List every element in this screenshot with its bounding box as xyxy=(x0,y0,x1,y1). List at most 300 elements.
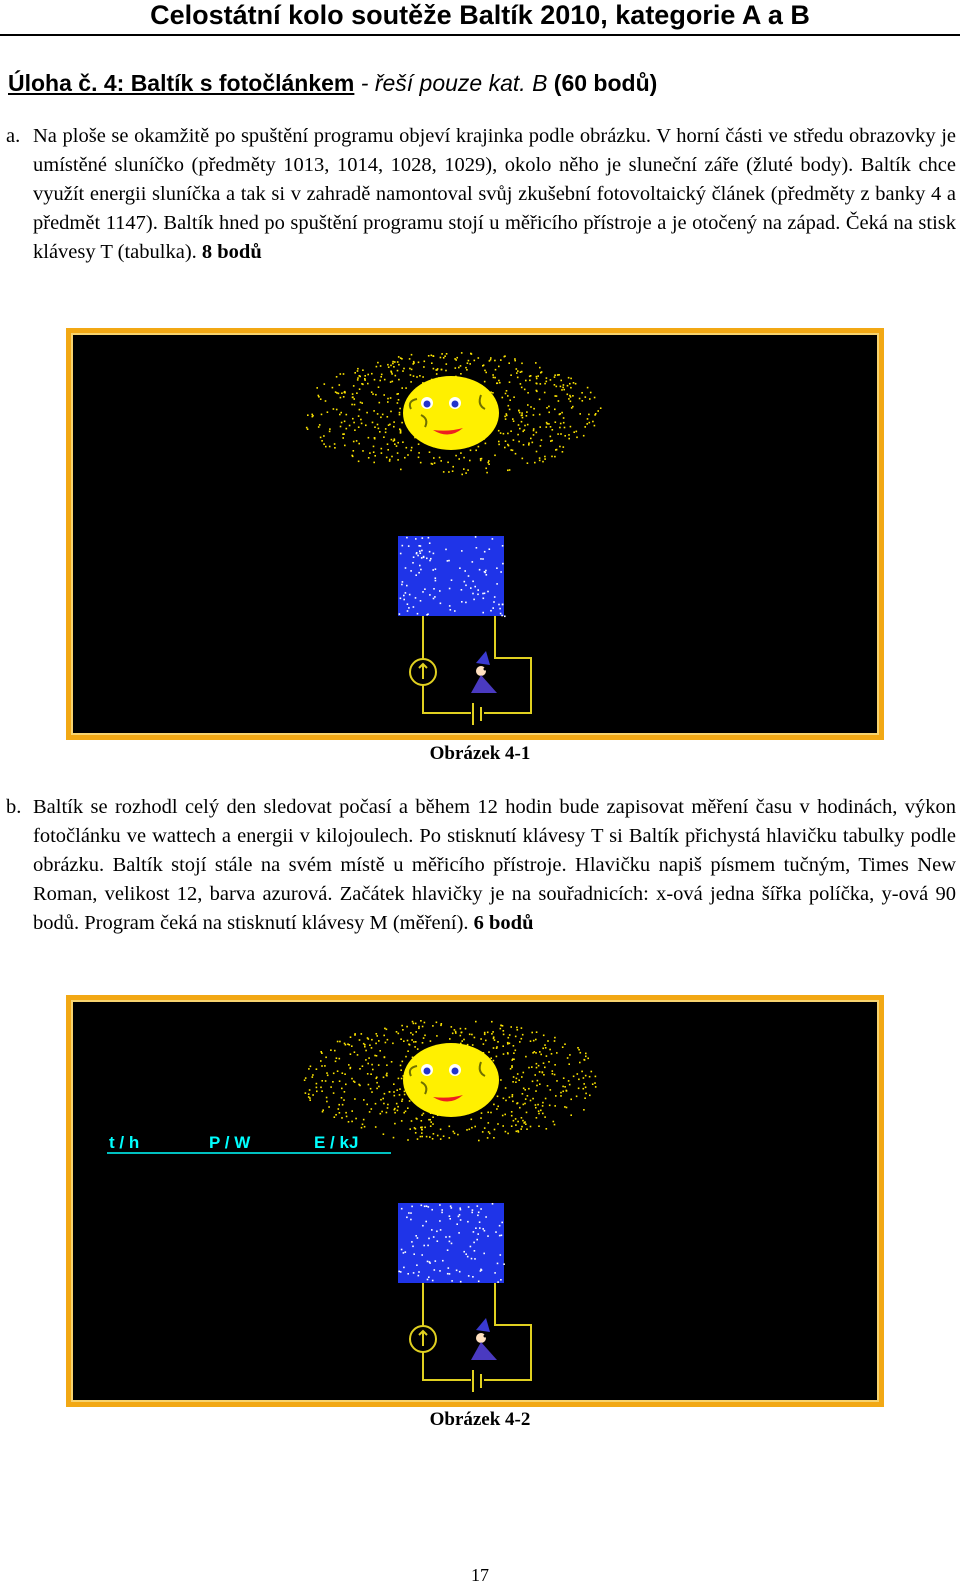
glow-dot xyxy=(404,457,406,459)
glow-dot xyxy=(399,408,401,410)
glow-dot xyxy=(351,1078,353,1080)
glow-dot xyxy=(594,425,596,427)
glow-dot xyxy=(455,1032,457,1034)
glow-dot xyxy=(394,1123,396,1125)
glow-dot xyxy=(421,1254,423,1256)
glow-dot xyxy=(487,591,489,593)
table-header-energy: E / kJ xyxy=(314,1133,359,1152)
glow-dot xyxy=(506,415,508,417)
glow-dot xyxy=(568,1063,570,1065)
glow-dot xyxy=(554,376,556,378)
glow-dot xyxy=(402,1061,404,1063)
glow-dot xyxy=(550,426,552,428)
glow-dot xyxy=(340,426,342,428)
glow-dot xyxy=(512,1101,514,1103)
glow-dot xyxy=(502,1025,504,1027)
glow-dot xyxy=(500,1279,502,1281)
glow-dot xyxy=(465,367,467,369)
glow-dot xyxy=(394,443,396,445)
page-header xyxy=(0,0,960,36)
glow-dot xyxy=(383,394,385,396)
glow-dot xyxy=(414,1127,416,1129)
glow-dot xyxy=(354,1098,356,1100)
glow-dot xyxy=(579,413,581,415)
glow-dot xyxy=(594,1082,596,1084)
glow-dot xyxy=(409,1128,411,1130)
glow-dot xyxy=(570,1114,572,1116)
glow-dot xyxy=(472,1044,474,1046)
glow-dot xyxy=(368,437,370,439)
glow-dot xyxy=(381,1111,383,1113)
glow-dot xyxy=(455,367,457,369)
glow-dot xyxy=(374,438,376,440)
glow-dot xyxy=(446,363,448,365)
glow-dot xyxy=(416,1118,418,1120)
glow-dot xyxy=(546,377,548,379)
glow-dot xyxy=(416,1264,418,1266)
glow-dot xyxy=(369,1044,371,1046)
glow-dot xyxy=(505,1100,507,1102)
glow-dot xyxy=(489,360,491,362)
glow-dot xyxy=(518,441,520,443)
glow-dot xyxy=(471,1119,473,1121)
glow-dot xyxy=(399,613,401,615)
glow-dot xyxy=(432,1123,434,1125)
glow-dot xyxy=(502,604,504,606)
glow-dot xyxy=(356,392,358,394)
glow-dot xyxy=(530,1100,532,1102)
glow-dot xyxy=(372,393,374,395)
glow-dot xyxy=(424,1022,426,1024)
glow-dot xyxy=(437,1240,439,1242)
glow-dot xyxy=(585,1053,587,1055)
glow-dot xyxy=(334,1116,336,1118)
figure-4-2-caption: Obrázek 4-2 xyxy=(429,1409,531,1430)
glow-dot xyxy=(513,1059,515,1061)
table-header-power: P / W xyxy=(209,1133,251,1152)
glow-dot xyxy=(381,452,383,454)
glow-dot xyxy=(465,602,467,604)
glow-dot xyxy=(480,1117,482,1119)
glow-dot xyxy=(547,1085,549,1087)
glow-dot xyxy=(451,1243,453,1245)
glow-dot xyxy=(327,411,329,413)
glow-dot xyxy=(399,414,401,416)
glow-dot xyxy=(515,453,517,455)
glow-dot xyxy=(546,1055,548,1057)
glow-dot xyxy=(572,406,574,408)
glow-dot xyxy=(595,1086,597,1088)
glow-dot xyxy=(394,361,396,363)
glow-dot xyxy=(474,1126,476,1128)
figure-4-2 xyxy=(66,995,884,1407)
glow-dot xyxy=(344,1043,346,1045)
glow-dot xyxy=(557,374,559,376)
header-title: Celostátní kolo soutěže Baltík 2010, kategorie A a B xyxy=(150,0,810,30)
glow-dot xyxy=(368,457,370,459)
task-title-points: (60 bodů) xyxy=(553,70,658,96)
glow-dot xyxy=(528,1088,530,1090)
glow-dot xyxy=(527,392,529,394)
glow-dot xyxy=(432,1025,434,1027)
glow-dot xyxy=(339,1058,341,1060)
glow-dot xyxy=(542,1102,544,1104)
glow-dot xyxy=(461,550,463,552)
glow-dot xyxy=(552,429,554,431)
glow-dot xyxy=(326,1072,328,1074)
glow-dot xyxy=(524,389,526,391)
glow-dot xyxy=(365,1050,367,1052)
glow-dot xyxy=(440,1229,442,1231)
glow-dot xyxy=(348,1121,350,1123)
glow-dot xyxy=(540,1054,542,1056)
glow-dot xyxy=(589,398,591,400)
glow-dot xyxy=(461,589,463,591)
glow-dot xyxy=(460,452,462,454)
glow-dot xyxy=(589,1076,591,1078)
glow-dot xyxy=(494,596,496,598)
glow-dot xyxy=(425,1221,427,1223)
glow-dot xyxy=(588,414,590,416)
glow-dot xyxy=(323,443,325,445)
glow-dot xyxy=(516,368,518,370)
glow-dot xyxy=(309,1099,311,1101)
glow-dot xyxy=(469,363,471,365)
glow-dot xyxy=(333,1073,335,1075)
glow-dot xyxy=(467,469,469,471)
glow-dot xyxy=(528,1067,530,1069)
glow-dot xyxy=(501,1222,503,1224)
glow-dot xyxy=(580,1052,582,1054)
glow-dot xyxy=(413,1272,415,1274)
glow-dot xyxy=(343,373,345,375)
glow-dot xyxy=(541,371,543,373)
glow-dot xyxy=(396,1089,398,1091)
glow-dot xyxy=(497,1123,499,1125)
glow-dot xyxy=(322,1111,324,1113)
glow-dot xyxy=(329,428,331,430)
glow-dot xyxy=(520,1128,522,1130)
glow-dot xyxy=(401,422,403,424)
glow-dot xyxy=(403,368,405,370)
glow-dot xyxy=(484,1230,486,1232)
glow-dot xyxy=(450,609,452,611)
glow-dot xyxy=(346,1116,348,1118)
glow-dot xyxy=(523,1072,525,1074)
glow-dot xyxy=(396,445,398,447)
glow-dot xyxy=(426,1136,428,1138)
glow-dot xyxy=(515,1081,517,1083)
glow-dot xyxy=(335,1114,337,1116)
glow-dot xyxy=(382,1098,384,1100)
glow-dot xyxy=(478,446,480,448)
glow-dot xyxy=(506,390,508,392)
glow-dot xyxy=(435,568,437,570)
glow-dot xyxy=(511,1115,513,1117)
glow-dot xyxy=(431,463,433,465)
glow-dot xyxy=(410,381,412,383)
glow-dot xyxy=(378,1064,380,1066)
table-header xyxy=(107,1133,391,1153)
glow-dot xyxy=(444,355,446,357)
glow-dot xyxy=(581,1071,583,1073)
glow-dot xyxy=(585,1056,587,1058)
glow-dot xyxy=(533,414,535,416)
glow-dot xyxy=(566,1107,568,1109)
glow-dot xyxy=(362,1065,364,1067)
glow-dot xyxy=(401,1025,403,1027)
glow-dot xyxy=(397,1106,399,1108)
glow-dot xyxy=(567,1057,569,1059)
glow-dot xyxy=(572,395,574,397)
glow-dot xyxy=(414,1046,416,1048)
glow-dot xyxy=(542,1105,544,1107)
glow-dot xyxy=(403,595,405,597)
glow-dot xyxy=(544,383,546,385)
glow-dot xyxy=(546,407,548,409)
glow-dot xyxy=(497,382,499,384)
glow-dot xyxy=(375,1103,377,1105)
glow-dot xyxy=(573,382,575,384)
glow-dot xyxy=(536,378,538,380)
glow-dot xyxy=(534,1051,536,1053)
glow-dot xyxy=(513,1052,515,1054)
glow-dot xyxy=(366,1104,368,1106)
glow-dot xyxy=(422,591,424,593)
glow-dot xyxy=(432,355,434,357)
glow-dot xyxy=(539,399,541,401)
glow-dot xyxy=(533,408,535,410)
glow-dot xyxy=(336,392,338,394)
glow-dot xyxy=(455,1031,457,1033)
glow-dot xyxy=(546,1128,548,1130)
glow-dot xyxy=(344,1091,346,1093)
glow-dot xyxy=(471,1212,473,1214)
glow-dot xyxy=(524,425,526,427)
glow-dot xyxy=(464,581,466,583)
glow-dot xyxy=(376,1055,378,1057)
glow-dot xyxy=(589,1095,591,1097)
glow-dot xyxy=(409,368,411,370)
glow-dot xyxy=(480,1208,482,1210)
glow-dot xyxy=(411,447,413,449)
glow-dot xyxy=(337,1070,339,1072)
solar-panel xyxy=(398,536,504,616)
glow-dot xyxy=(536,1031,538,1033)
glow-dot xyxy=(552,1073,554,1075)
glow-dot xyxy=(363,1119,365,1121)
glow-dot xyxy=(585,1087,587,1089)
glow-dot xyxy=(500,1028,502,1030)
glow-dot xyxy=(449,1241,451,1243)
glow-dot xyxy=(397,442,399,444)
glow-dot xyxy=(376,1033,378,1035)
glow-dot xyxy=(494,1129,496,1131)
glow-dot xyxy=(337,1041,339,1043)
glow-dot xyxy=(496,1047,498,1049)
glow-dot xyxy=(339,384,341,386)
glow-dot xyxy=(563,446,565,448)
glow-dot xyxy=(554,456,556,458)
glow-dot xyxy=(321,440,323,442)
glow-dot xyxy=(535,1039,537,1041)
glow-dot xyxy=(441,353,443,355)
glow-dot xyxy=(524,1121,526,1123)
glow-dot xyxy=(494,377,496,379)
section-b-letter: b. xyxy=(6,796,22,818)
glow-dot xyxy=(563,384,565,386)
glow-dot xyxy=(452,466,454,468)
glow-dot xyxy=(528,444,530,446)
glow-dot xyxy=(325,400,327,402)
glow-dot xyxy=(423,556,425,558)
glow-dot xyxy=(522,417,524,419)
glow-dot xyxy=(402,370,404,372)
glow-dot xyxy=(477,1215,479,1217)
glow-dot xyxy=(594,397,596,399)
glow-dot xyxy=(443,471,445,473)
glow-dot xyxy=(522,1120,524,1122)
glow-dot xyxy=(533,430,535,432)
glow-dot xyxy=(340,397,342,399)
glow-dot xyxy=(583,435,585,437)
glow-dot xyxy=(526,1128,528,1130)
glow-dot xyxy=(392,361,394,363)
circuit xyxy=(410,616,531,725)
glow-dot xyxy=(403,1112,405,1114)
glow-dot xyxy=(442,1260,444,1262)
glow-dot xyxy=(383,1077,385,1079)
glow-dot xyxy=(457,1134,459,1136)
glow-dot xyxy=(407,1139,409,1141)
glow-dot xyxy=(539,1051,541,1053)
glow-dot xyxy=(483,598,485,600)
glow-dot xyxy=(325,446,327,448)
glow-dot xyxy=(360,419,362,421)
glow-dot xyxy=(482,612,484,614)
glow-dot xyxy=(418,1275,420,1277)
glow-dot xyxy=(532,442,534,444)
glow-dot xyxy=(373,451,375,453)
glow-dot xyxy=(361,1033,363,1035)
glow-dot xyxy=(426,614,428,616)
glow-dot xyxy=(411,1120,413,1122)
glow-dot xyxy=(483,1253,485,1255)
glow-dot xyxy=(558,400,560,402)
glow-dot xyxy=(418,443,420,445)
glow-dot xyxy=(518,410,520,412)
glow-dot xyxy=(511,1067,513,1069)
glow-dot xyxy=(548,423,550,425)
glow-dot xyxy=(397,402,399,404)
glow-dot xyxy=(367,374,369,376)
section-a-points: 8 bodů xyxy=(201,241,262,263)
glow-dot xyxy=(533,434,535,436)
glow-dot xyxy=(540,445,542,447)
glow-dot xyxy=(326,1101,328,1103)
glow-dot xyxy=(408,607,410,609)
glow-dot xyxy=(507,1043,509,1045)
glow-dot xyxy=(400,598,402,600)
glow-dot xyxy=(506,413,508,415)
glow-dot xyxy=(340,412,342,414)
glow-dot xyxy=(562,451,564,453)
glow-dot xyxy=(554,1064,556,1066)
glow-dot xyxy=(521,421,523,423)
glow-dot xyxy=(469,1034,471,1036)
glow-dot xyxy=(464,570,466,572)
glow-dot xyxy=(387,398,389,400)
glow-dot xyxy=(534,462,536,464)
glow-dot xyxy=(432,1116,434,1118)
glow-dot xyxy=(394,1109,396,1111)
glow-dot xyxy=(475,536,477,538)
glow-dot xyxy=(527,462,529,464)
glow-dot xyxy=(371,1064,373,1066)
glow-dot xyxy=(378,1040,380,1042)
glow-dot xyxy=(439,457,441,459)
glow-dot xyxy=(563,1077,565,1079)
glow-dot xyxy=(326,1097,328,1099)
glow-dot xyxy=(470,1246,472,1248)
glow-dot xyxy=(320,437,322,439)
glow-dot xyxy=(507,1133,509,1135)
glow-dot xyxy=(548,1061,550,1063)
glow-dot xyxy=(533,428,535,430)
glow-dot xyxy=(556,1052,558,1054)
glow-dot xyxy=(380,417,382,419)
glow-dot xyxy=(469,1129,471,1131)
glow-dot xyxy=(554,1040,556,1042)
glow-dot xyxy=(576,1096,578,1098)
glow-dot xyxy=(500,1254,502,1256)
glow-dot xyxy=(570,387,572,389)
glow-dot xyxy=(528,442,530,444)
glow-dot xyxy=(418,1271,420,1273)
glow-dot xyxy=(532,1098,534,1100)
glow-dot xyxy=(398,1033,400,1035)
glow-dot xyxy=(351,404,353,406)
glow-dot xyxy=(428,537,430,539)
glow-dot xyxy=(428,1238,430,1240)
glow-dot xyxy=(504,447,506,449)
glow-dot xyxy=(551,440,553,442)
glow-dot xyxy=(536,376,538,378)
glow-dot xyxy=(333,408,335,410)
glow-dot xyxy=(449,1126,451,1128)
glow-dot xyxy=(386,1029,388,1031)
glow-dot xyxy=(364,1126,366,1128)
glow-dot xyxy=(416,376,418,378)
glow-dot xyxy=(445,549,447,551)
glow-dot xyxy=(349,425,351,427)
glow-dot xyxy=(449,1038,451,1040)
glow-dot xyxy=(503,1034,505,1036)
glow-dot xyxy=(334,443,336,445)
glow-dot xyxy=(562,387,564,389)
glow-dot xyxy=(403,1040,405,1042)
glow-dot xyxy=(322,1109,324,1111)
glow-dot xyxy=(362,1124,364,1126)
glow-dot xyxy=(539,1071,541,1073)
glow-dot xyxy=(500,571,502,573)
glow-dot xyxy=(482,365,484,367)
glow-dot xyxy=(412,562,414,564)
glow-dot xyxy=(456,1270,458,1272)
glow-dot xyxy=(546,423,548,425)
glow-dot xyxy=(489,548,491,550)
glow-dot xyxy=(321,1052,323,1054)
